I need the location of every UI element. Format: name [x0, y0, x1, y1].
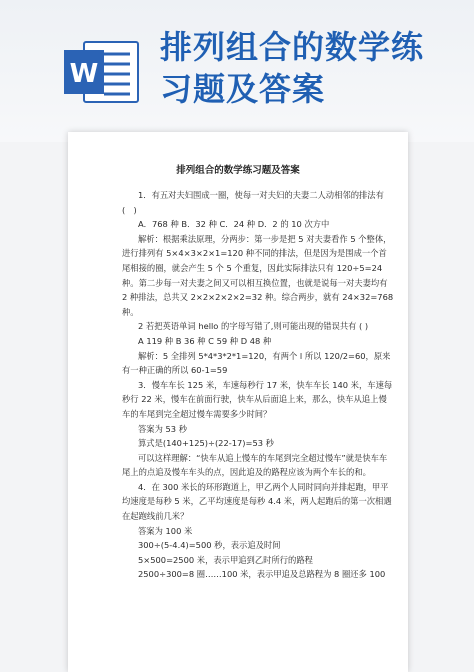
paragraph: 解析：根据乘法原理，分两步：第一步是把 5 对夫妻看作 5 个整体，进行排列有 5×4×3×2×1=120 种不同的排法，但是因为是围成一个首尾相接的圈，就会产生 5 个 5 个重复，因此实际排法只有 120÷5=24 种。第二步每一对夫妻之间又可以相互换位置，也就是说每一对夫妻均有 2 种排法，总共又 2×2×2×2×2=32 种。综合两步，就有 24×32=768 种。 — [122, 233, 394, 317]
document-body — [122, 188, 394, 582]
banner-title-line1: 排列组合的数学练 — [160, 28, 425, 66]
paragraph: 1．有五对夫妇围成一圈，使每一对夫妇的夫妻二人动相邻的排法有( ) — [122, 190, 384, 215]
paragraph: 算式是(140+125)÷(22-17)=53 秒 — [138, 438, 274, 449]
header-banner — [0, 0, 474, 142]
paragraph: 解析：5 全排列 5*4*3*2*1=120，有两个 l 所以 120/2=60，原来有一种正确的所以 60-1=59 — [122, 350, 391, 376]
paragraph: 300÷(5-4.4)=500 秒，表示追及时间 — [138, 540, 281, 551]
paragraph: A．768 种 B．32 种 C．24 种 D．2 的 10 次方中 — [138, 219, 330, 230]
paragraph: 答案为 53 秒 — [138, 423, 188, 434]
word-doc-icon — [62, 40, 140, 104]
paragraph: 5×500=2500 米，表示甲追到乙时所行的路程 — [138, 554, 313, 565]
paragraph: 3．慢车车长 125 米，车速每秒行 17 米，快车车长 140 米，车速每秒行 22 米，慢车在前面行驶，快车从后面追上来，那么，快车从追上慢车的车尾到完全超过慢车需要多少时间？ — [122, 379, 393, 419]
paragraph: 2500÷300=8 圈……100 米，表示甲追及总路程为 8 圈还多 100 — [138, 569, 386, 580]
paragraph: 4．在 300 米长的环形跑道上，甲乙两个人同时同向并排起跑，甲平均速度是每秒 5 米，乙平均速度是每秒 4.4 米，两人起跑后的第一次相遇在起跑线前几米？ — [122, 481, 392, 522]
document-page — [68, 132, 408, 672]
paragraph: 2 若把英语单词 hello 的字母写错了,则可能出现的错误共有 ( ) — [138, 321, 369, 332]
paragraph: 答案为 100 米 — [138, 525, 193, 536]
banner-title-line2: 习题及答案 — [160, 70, 326, 108]
banner-title — [160, 26, 460, 110]
word-letter: W — [69, 59, 99, 89]
paragraph: A 119 种 B 36 种 C 59 种 D 48 种 — [138, 335, 272, 346]
paragraph: 可以这样理解：“快车从追上慢车的车尾到完全超过慢车”就是快车车尾上的点追及慢车车头的点，因此追及的路程应该为两个车长的和。 — [122, 452, 388, 478]
document-title: 排列组合的数学练习题及答案 — [176, 165, 300, 176]
